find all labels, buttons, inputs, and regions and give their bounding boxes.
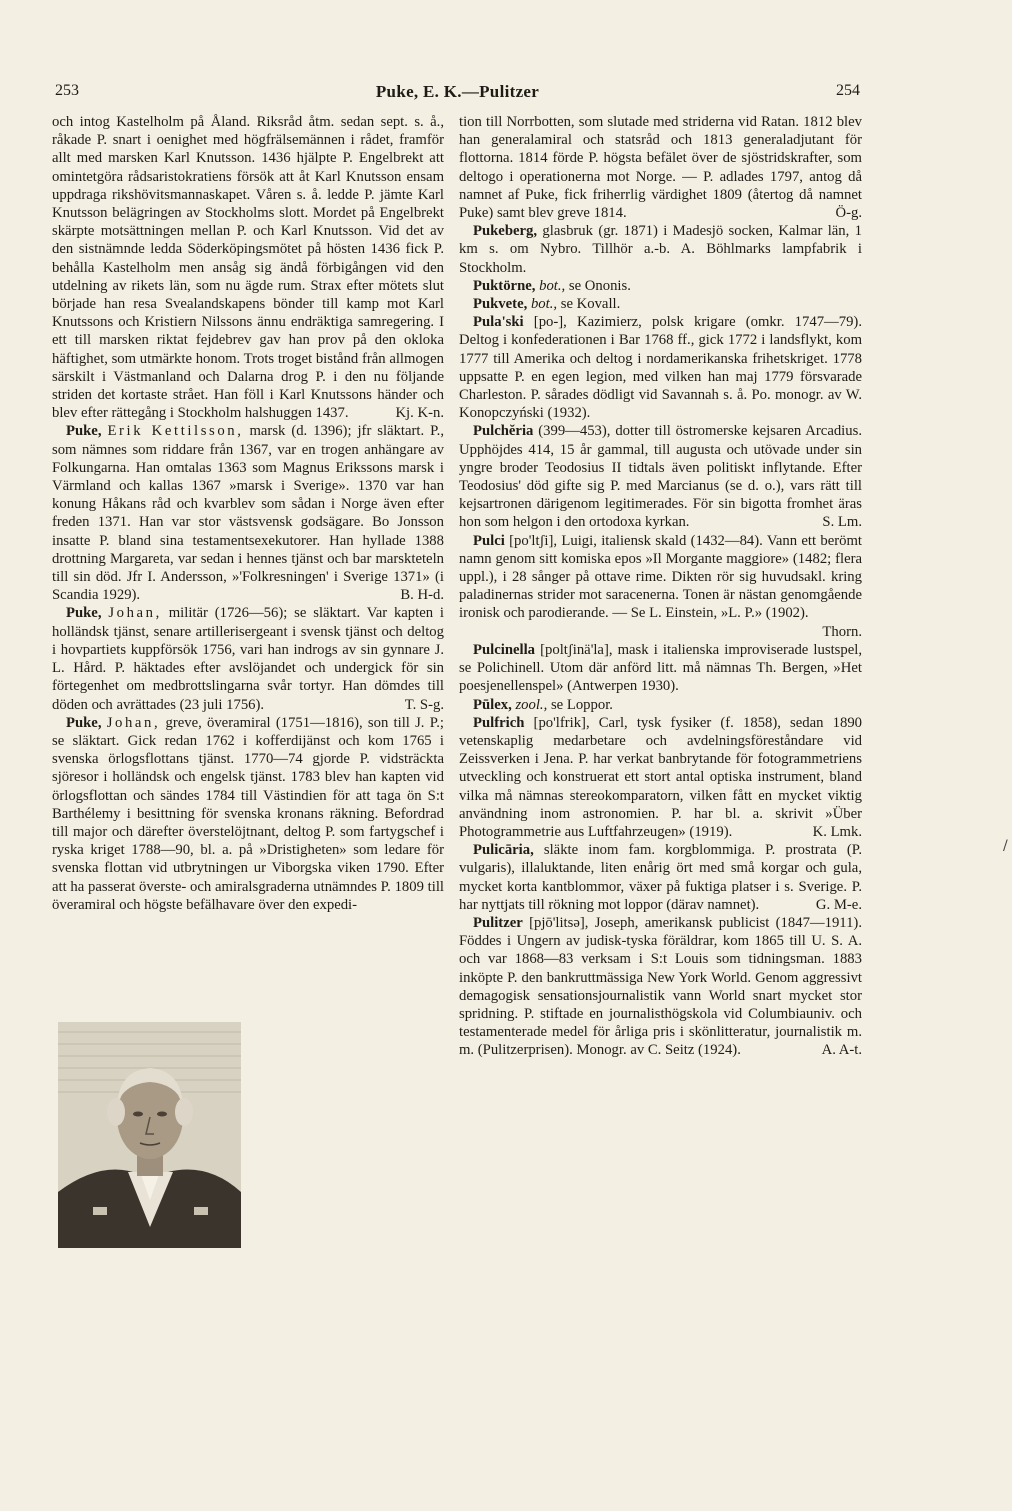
entry-pulitzer: Pulitzer [pjō'litsə], Joseph, amerikansk publicist (1847—1911). Föddes i Ungern av judisk-tyska föräldrar, kom 1865 till U. S. A. och var 1868—83 verksam i S:t Louis som tidningsman. 1883 inköpte P. den bankruttmässiga New York World. Genom aggressivt demagogisk sensationsjournalistik vann World snart mycket stor spridning. P. stiftade en journalisthögskola vid Columbiauniv. och testamenterade medel för årliga pris i skönlitteratur, journalistik m. m. (Pulitzerprisen). Monogr. av C. Seitz (1924). A. A-t. [459, 914, 862, 1059]
entry-headword: Pulitzer [473, 914, 523, 931]
page-number-left: 253 [55, 82, 79, 99]
entry-puke-erik: Puke, Erik Kettilsson, marsk (d. 1396); jfr släktart. P., som nämnes som riddare från 1367, var en trogen anhängare av Folkungarna. Han omtalas 1363 som Magnus Erikssons marsk i Värmland och kallas 1367 »marsk i Sverige». 1370 var han konung Håkans råd och kvarblev som sådan i Norge även efter freden 1371. Han var stor västsvensk godsägare. Bo Jonsson insatte P. bland sina testamentsexekutorer. Han hyllade 1388 drottning Margareta, var sedan i hennes tjänst och bar marskteteln till sin död. Jfr I. Andersson, »'Folkresningen' i Sverige 1371» (i Scandia 1929). B. H-d. [52, 423, 445, 604]
entry-headword: Pula'ski [473, 314, 524, 331]
entry-headword: Pulchĕria [473, 423, 534, 440]
portrait-image [58, 1022, 241, 1248]
right-column [459, 113, 862, 1060]
entry-headword: Pūlex, [473, 696, 512, 713]
entry-headword: Pukeberg, [473, 223, 538, 240]
entry-headword: Puke, [66, 423, 102, 440]
paragraph: tion till Norrbotten, som slutade med striderna vid Ratan. 1812 blev han generalamiral och statsråd och 1813 generaladjutant för flottorna. 1814 förde P. högsta befälet över de sjöstridskrafter, som deltogo i operationerna mot Norge. — P. adlades 1797, antog då namnet af Puke, fick friherrlig värdighet 1809 (återtog då namnet Puke) samt blev greve 1814. Ö-g. [459, 114, 862, 222]
portrait-engraving [58, 1022, 241, 1248]
entry-pukvete: Pukvete, bot., se Kovall. [473, 296, 621, 313]
entry-pulaski: Pula'ski [po-], Kazimierz, polsk krigare (omkr. 1747—79). Deltog i konfederationen i Bar 1768 ff., gick 1772 i landsflykt, kom 1777 till Amerika och deltog i nordamerikanska frihetskriget. 1778 uppsatte P. en egen legion, med vilken han maj 1779 försvarade Charleston. P. sårades dödligt vid Savannah s. å. Po. monogr. av W. Konopczyński (1932). [459, 314, 862, 422]
page-number-right: 254 [836, 82, 860, 99]
entry-puke-johan-greve: Puke, Johan, greve, överamiral (1751—1816), son till J. P.; se släktart. Gick redan 1762 i kofferdijänst och kom 1765 i svenska örlogsflottans tjänst. 1770—74 gjorde P. vidsträckta sjöresor i holländsk och engelsk tjänst. 1783 blev han kapten vid örlogsflottan och sändes 1784 till Västindien för att taga ön S:t Barthélemy i besittning för svenska kronans räkning. Befordrad till major och därefter överstelöjtnant, deltog P. som fartygschef i ryska kriget 1788—90, bl. a. på »Dristigheten» som ledare för svenska flottan vid utbrytningen ur Viborgska viken 1790. Efter att ha passerat överste- och amiralsgraderna utnämndes P. 1809 till överamiral och högste befälhavare över den expedi- [52, 714, 444, 913]
author-signature: G. M-e. [815, 896, 862, 913]
entry-name: Johan, [108, 605, 162, 622]
author-signature: B. H-d. [400, 587, 444, 604]
page-header [55, 82, 860, 104]
entry-pulci: Pulci [po'ltʃi], Luigi, italiensk skald (1432—84). Vann ett berömt namn genom sitt komiska epos »Il Morgante maggiore» (1482; flera uppl.), i 28 sånger på ottave rime. Dikten rör sig huvudsakl. kring paladinernas strider mot saracenerna. Tonen är nästan genomgående ironisk och parodierande. — Se L. Einstein, »L. P.» (1902). Thorn. [459, 532, 862, 640]
author-signature: S. Lm. [822, 514, 862, 531]
entry-headword: Pulcinella [473, 641, 536, 658]
entry-pulcheria: Pulchĕria (399—453), dotter till östromerske kejsaren Arcadius. Upphöjdes 414, 15 år gammal, till augusta och utövade under sin yngre broder Teodosius II tidtals även politiskt inflytande. Efter Teodosius' död gifte sig P. med Marcianus (se d. o.), vars rätt till kejsartronen därigenom legitimerades. För sin bigotta fromhet äras hon som helgon i den ortodoxa kyrkan. S. Lm. [459, 423, 862, 531]
entry-headword: Puke, [66, 714, 102, 731]
entry-pukeberg: Pukeberg, glasbruk (gr. 1871) i Madesjö socken, Kalmar län, 1 km s. om Nybro. Tillhör a.-b. A. Böhlmarks lampfabrik i Stockholm. [459, 223, 862, 276]
author-signature: Kj. K-n. [395, 405, 444, 422]
entry-headword: Pulci [473, 532, 505, 549]
author-signature: T. S-g. [404, 696, 444, 713]
author-signature: K. Lmk. [812, 823, 862, 840]
margin-mark: / [1003, 838, 1008, 854]
paragraph: och intog Kastelholm på Åland. Riksråd åtm. sedan sept. s. å., råkade P. snart i oenighet med högfrälsemännen i rådet, framför allt med marsken Karl Knutsson. 1436 hjälpte P. Engelbrekt att omintetgöra rådsaristokratiens försök att åt Karl Knutsson ensam uppdraga rikshövitsmannaskapet. Våren s. å. ledde P. jämte Karl Knutsson belägringen av Stockholms slott. Mordet på Engelbrekt skärpte motsättningen mellan P. och Karl Knutsson. Vid det av den sistnämnde ledda Söderköpingsmötet på hösten 1436 fick P. behålla Kastelholm men ansåg sig ändå förbigången vid den utdelning av rikets län, som nu ägde rum. Strax efter mötets slut började han resa Svealandskapens bönder till kamp mot Karl Knutssons och Kristiern Nilssons ännu endräktiga samregering. I ett till marsken riktat fejdebrev gav han prov på den okloka häftighet, som utmärkte honom. Trots troget bistånd från allmogen särskilt i Västmanland och Dalarna drog P. i den nu följande striden det kortaste strået. Han föll i Karl Knutssons händer och blev efter rättegång i Stockholm halshuggen 1437. Kj. K-n. [52, 114, 444, 422]
running-title: Puke, E. K.—Pulitzer [375, 82, 540, 101]
author-signature: A. A-t. [821, 1042, 862, 1059]
entry-puktorne: Puktörne, bot., se Ononis. [473, 277, 631, 294]
left-column [52, 113, 444, 914]
entry-headword: Pulfrich [473, 714, 525, 731]
author-signature: Thorn. [822, 623, 862, 640]
entry-headword: Pukvete, [473, 296, 528, 313]
author-signature: Ö-g. [835, 205, 862, 222]
entry-headword: Pulicāria, [473, 842, 534, 859]
entry-headword: Puke, [66, 605, 102, 622]
entry-pulcinella: Pulcinella [poltʃinä'la], mask i italienska improviserade lustspel, se Polichinell. Utom där anförd litt. må nämnas Th. Bergen, »Het poesjenellenspel» (Antwerpen 1930). [459, 641, 862, 695]
entry-name: Erik Kettilsson, [107, 423, 244, 440]
entry-pulicaria: Pulicāria, släkte inom fam. korgblommiga. P. prostrata (P. vulgaris), illaluktande, liten enårig ört med små korgar och gula, mycket korta kantblommor, växer på fuktiga platser i s. Sverige. P. har nyttjats till rökning mot loppor (därav namnet). G. M-e. [459, 842, 863, 913]
entry-pulfrich: Pulfrich [po'lfrik], Carl, tysk fysiker (f. 1858), sedan 1890 vetenskaplig medarbetare och avdelningsföreståndare vid Zeissverken i Jena. P. har verkat banbrytande för fotogrammetriens utveckling och konstruerat ett stort antal optiska instrument, bland vilka må nämnas stereokomparatorn, vilken fått en mycket viktig användning inom astronomien. P. har bl. a. skrivit »Über Photogrammetrie aus Luftfahrzeugen» (1919). K. Lmk. [459, 714, 863, 840]
entry-name: Johan, [106, 714, 161, 731]
entry-headword: Puktörne, [473, 277, 536, 294]
entry-puke-johan-militar: Puke, Johan, militär (1726—56); se släktart. Var kapten i holländsk tjänst, senare artillerisergeant i svensk tjänst och deltog i hovpartiets kuppförsök 1756, vari han indrogs av sin gynnare J. L. Hård. P. häktades efter avslöjandet och undergick för sin förtegenhet om medbrottslingarna svår tortyr. Han dömdes till döden och avrättades (23 juli 1756). T. S-g. [52, 605, 445, 713]
entry-pulex: Pūlex, zool., se Loppor. [473, 696, 613, 713]
